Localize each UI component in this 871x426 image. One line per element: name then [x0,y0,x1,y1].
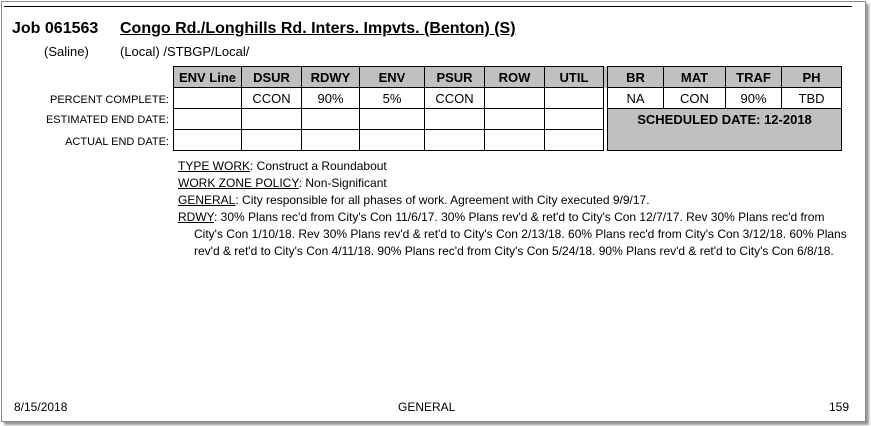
work-zone-text: : Non-Significant [298,176,387,190]
table-cell: CCON [425,88,485,109]
page-number: 159 [829,400,850,414]
table-cell [302,109,360,130]
col-header: TRAF [726,67,782,88]
table-cell [485,109,545,130]
footer-section: GENERAL [398,400,456,414]
col-gap [604,130,608,151]
col-header: PH [782,67,842,88]
job-title: Congo Rd./Longhills Rd. Inters. Impvts. (Benton) (S) [120,20,516,37]
general-note [178,192,848,209]
table-cell [545,88,604,109]
work-zone-label: WORK ZONE POLICY [178,176,299,190]
table-cell: CCON [242,88,302,109]
work-zone-note [178,175,848,192]
col-header: UTIL [545,67,604,88]
table-cell [545,130,604,151]
row-label-estimated: ESTIMATED END DATE: [45,114,169,126]
table-cell: 90% [726,88,782,109]
row-label-actual: ACTUAL END DATE: [65,136,169,148]
table-cell [302,130,360,151]
table-cell [242,109,302,130]
type-work-text: : Construct a Roundabout [250,159,387,173]
table-header-row [174,67,842,88]
county: (Saline) [44,44,89,59]
notes-section [178,158,848,260]
rdwy-text: : 30% Plans rec'd from City's Con 11/6/17. 30% Plans rev'd & ret'd to City's Con 12/7/17. Rev 30% Plans rec'd from City's Con 1/10/18. Rev 30% Plans rev'd & ret'd to City's Con 2/13/18. 60% Plans rec'd from City's Con 3/12/18. 60% Plans rev'd & ret'd to City's Con 4/11/18. 90% Plans rec'd from City's Con 5/24/18. 90% Plans rev'd & ret'd to City's Con 6/8/18. [194,210,847,258]
type-work-label: TYPE WORK [178,159,251,173]
scheduled-date: SCHEDULED DATE: 12-2018 [608,109,842,151]
table-cell: 90% [302,88,360,109]
table-cell [485,130,545,151]
col-header: ROW [485,67,545,88]
type-work-note [178,158,848,175]
funding-source: (Local) /STBGP/Local/ [120,44,250,59]
table-cell [360,109,425,130]
general-label: GENERAL [178,193,236,207]
col-header: PSUR [425,67,485,88]
table-cell [174,130,242,151]
top-rule [4,6,852,7]
table-cell [242,130,302,151]
table-cell [485,88,545,109]
col-header: ENV [360,67,425,88]
col-header: ENV Line [174,67,242,88]
col-header: DSUR [242,67,302,88]
table-cell [360,130,425,151]
percent-complete-row [174,88,842,109]
table-cell [174,88,242,109]
table-cell [174,109,242,130]
rdwy-label: RDWY [178,210,214,224]
table-cell [425,109,485,130]
col-header: MAT [664,67,726,88]
status-table [173,66,842,151]
rdwy-note [178,209,848,260]
col-header: BR [608,67,664,88]
job-number: Job 061563 [12,20,99,37]
table-cell [545,109,604,130]
table-cell: CON [664,88,726,109]
table-cell: 5% [360,88,425,109]
footer-date: 8/15/2018 [14,400,68,414]
row-label-percent: PERCENT COMPLETE: [50,94,169,106]
estimated-end-row [174,109,842,130]
table-cell [425,130,485,151]
table-cell: NA [608,88,664,109]
table-cell: TBD [782,88,842,109]
general-text: : City responsible for all phases of work. Agreement with City executed 9/9/17. [235,193,650,207]
col-header: RDWY [302,67,360,88]
